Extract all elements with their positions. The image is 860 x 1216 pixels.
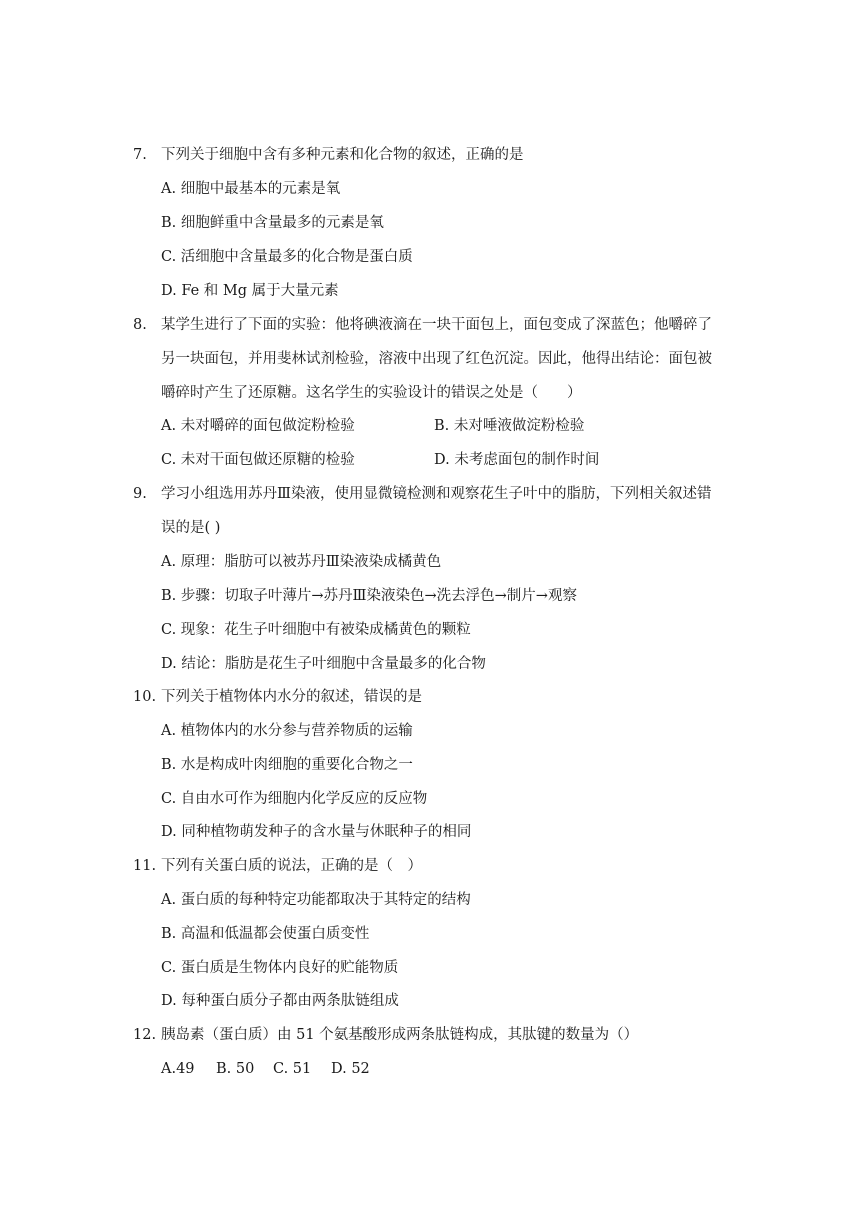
question-8-option-a: A. 未对嚼碎的面包做淀粉检验 bbox=[161, 418, 355, 434]
question-7-option-d: D. Fe 和 Mg 属于大量元素 bbox=[161, 283, 339, 299]
question-11-number: 11. bbox=[133, 858, 157, 874]
question-8-stem-line-3: 嚼碎时产生了还原糖。这名学生的实验设计的错误之处是（ ） bbox=[161, 385, 582, 401]
question-8-stem-line-2: 另一块面包，并用斐林试剂检验，溶液中出现了红色沉淀。因此，他得出结论：面包被 bbox=[161, 351, 712, 367]
question-12-stem: 胰岛素（蛋白质）由 51 个氨基酸形成两条肽链构成，其肽键的数量为（） bbox=[161, 1027, 639, 1043]
question-10-option-c: C. 自由水可作为细胞内化学反应的反应物 bbox=[161, 791, 428, 807]
question-8-option-d: D. 未考虑面包的制作时间 bbox=[434, 452, 600, 468]
question-11-option-d: D. 每种蛋白质分子都由两条肽链组成 bbox=[161, 993, 399, 1009]
question-8-option-b: B. 未对唾液做淀粉检验 bbox=[434, 418, 585, 434]
question-9-number: 9. bbox=[133, 486, 147, 502]
question-7-number: 7. bbox=[133, 147, 147, 163]
question-7-option-b: B. 细胞鲜重中含量最多的元素是氧 bbox=[161, 215, 384, 231]
question-11-option-b: B. 高温和低温都会使蛋白质变性 bbox=[161, 926, 370, 942]
question-11-option-c: C. 蛋白质是生物体内良好的贮能物质 bbox=[161, 960, 399, 976]
question-12-option-a: A.49 bbox=[161, 1061, 195, 1077]
question-12-option-c: C. 51 bbox=[273, 1061, 312, 1077]
question-10-option-b: B. 水是构成叶肉细胞的重要化合物之一 bbox=[161, 757, 413, 773]
question-12-option-d: D. 52 bbox=[331, 1061, 370, 1077]
question-11-option-a: A. 蛋白质的每种特定功能都取决于其特定的结构 bbox=[161, 892, 471, 908]
question-7-option-a: A. 细胞中最基本的元素是氧 bbox=[161, 181, 341, 197]
question-9-option-b: B. 步骤：切取子叶薄片→苏丹Ⅲ染液染色→洗去浮色→制片→观察 bbox=[161, 588, 577, 604]
question-12-number: 12. bbox=[133, 1027, 157, 1043]
question-10-option-d: D. 同种植物萌发种子的含水量与休眠种子的相同 bbox=[161, 824, 472, 840]
question-9-option-a: A. 原理：脂肪可以被苏丹Ⅲ染液染成橘黄色 bbox=[161, 554, 442, 570]
question-8-stem-line-1: 某学生进行了下面的实验：他将碘液滴在一块干面包上，面包变成了深蓝色；他嚼碎了 bbox=[161, 317, 712, 333]
question-11-stem: 下列有关蛋白质的说法，正确的是（ ） bbox=[161, 858, 422, 874]
question-7-option-c: C. 活细胞中含量最多的化合物是蛋白质 bbox=[161, 249, 413, 265]
question-10-number: 10. bbox=[133, 689, 157, 705]
question-8-option-c: C. 未对干面包做还原糖的检验 bbox=[161, 452, 355, 468]
question-9-stem-line-2: 误的是( ) bbox=[161, 520, 221, 536]
question-9-option-c: C. 现象：花生子叶细胞中有被染成橘黄色的颗粒 bbox=[161, 622, 471, 638]
question-8-number: 8. bbox=[133, 317, 147, 333]
question-12-option-b: B. 50 bbox=[216, 1061, 255, 1077]
question-10-option-a: A. 植物体内的水分参与营养物质的运输 bbox=[161, 723, 413, 739]
question-9-stem-line-1: 学习小组选用苏丹Ⅲ染液，使用显微镜检测和观察花生子叶中的脂肪，下列相关叙述错 bbox=[161, 486, 712, 502]
question-7-stem: 下列关于细胞中含有多种元素和化合物的叙述，正确的是 bbox=[161, 147, 524, 163]
question-10-stem: 下列关于植物体内水分的叙述，错误的是 bbox=[161, 689, 422, 705]
question-9-option-d: D. 结论：脂肪是花生子叶细胞中含量最多的化合物 bbox=[161, 656, 486, 672]
